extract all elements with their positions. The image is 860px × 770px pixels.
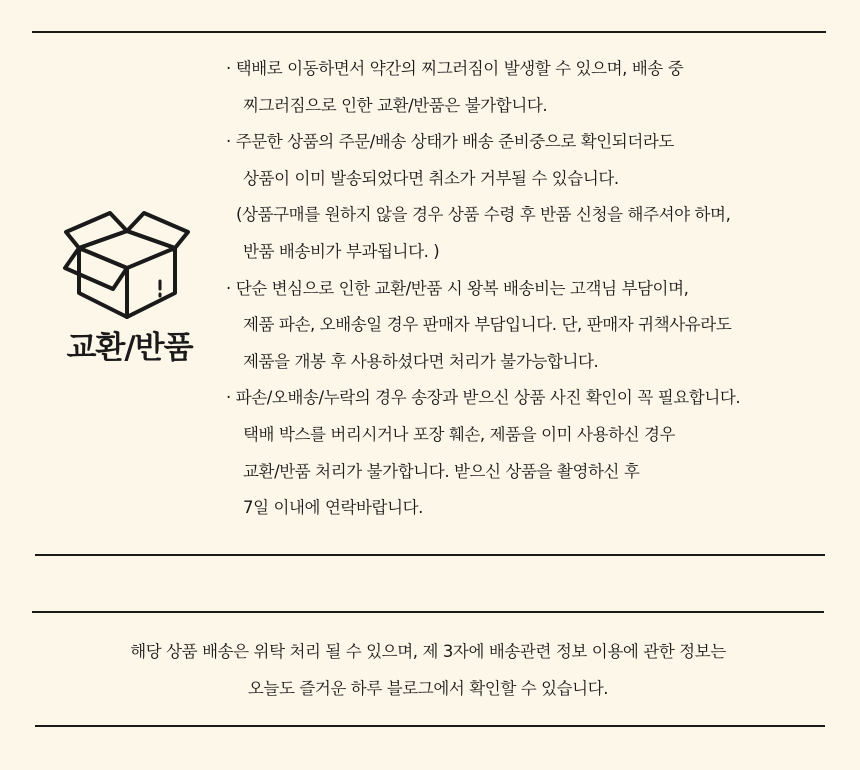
notice-line: 해당 상품 배송은 위탁 처리 될 수 있으며, 제 3자에 배송관련 정보 이용에 관한 정보는: [130, 642, 726, 661]
notice-line: 오늘도 즐거운 하루 블로그에서 확인할 수 있습니다.: [247, 679, 609, 698]
section-title: 교환/반품: [66, 330, 193, 366]
box-icon: [62, 205, 192, 323]
note-continuation-line: 반품 배송비가 부과됩니다. ): [243, 241, 440, 261]
note-bullet-line: · 파손/오배송/누락의 경우 송장과 받으신 상품 사진 확인이 꼭 필요합니다.: [226, 388, 741, 408]
note-bullet-line: · 택배로 이동하면서 약간의 찌그러짐이 발생할 수 있으며, 배송 중: [226, 59, 684, 78]
note-bullet-line: · 단순 변심으로 인한 교환/반품 시 왕복 배송비는 고객님 부담이며,: [226, 278, 689, 298]
note-continuation-line: 찌그러짐으로 인한 교환/반품은 불가합니다.: [243, 95, 548, 115]
delivery-notice: [32, 633, 824, 707]
top-divider: [32, 31, 826, 33]
note-bullet-line: · 주문한 상품의 주문/배송 상태가 배송 준비중으로 확인되더라도: [226, 132, 674, 152]
note-continuation-line: (상품구매를 원하지 않을 경우 상품 수령 후 반품 신청을 해주셔야 하며,: [236, 205, 731, 225]
bottom-divider: [35, 725, 825, 727]
note-continuation-line: 제품 파손, 오배송일 경우 판매자 부담입니다. 단, 판매자 귀책사유라도: [243, 315, 732, 335]
section-divider: [35, 554, 825, 556]
notice-top-divider: [32, 611, 824, 613]
note-continuation-line: 교환/반품 처리가 불가합니다. 받으신 상품을 촬영하신 후: [243, 461, 640, 481]
note-continuation-line: 상품이 이미 발송되었다면 취소가 거부될 수 있습니다.: [243, 168, 619, 188]
notes-list: [226, 51, 846, 527]
note-continuation-line: 제품을 개봉 후 사용하셨다면 처리가 불가능합니다.: [243, 351, 599, 371]
note-continuation-line: 7일 이내에 연락바랍니다.: [243, 498, 424, 518]
note-continuation-line: 택배 박스를 버리시거나 포장 훼손, 제품을 이미 사용하신 경우: [243, 424, 676, 444]
